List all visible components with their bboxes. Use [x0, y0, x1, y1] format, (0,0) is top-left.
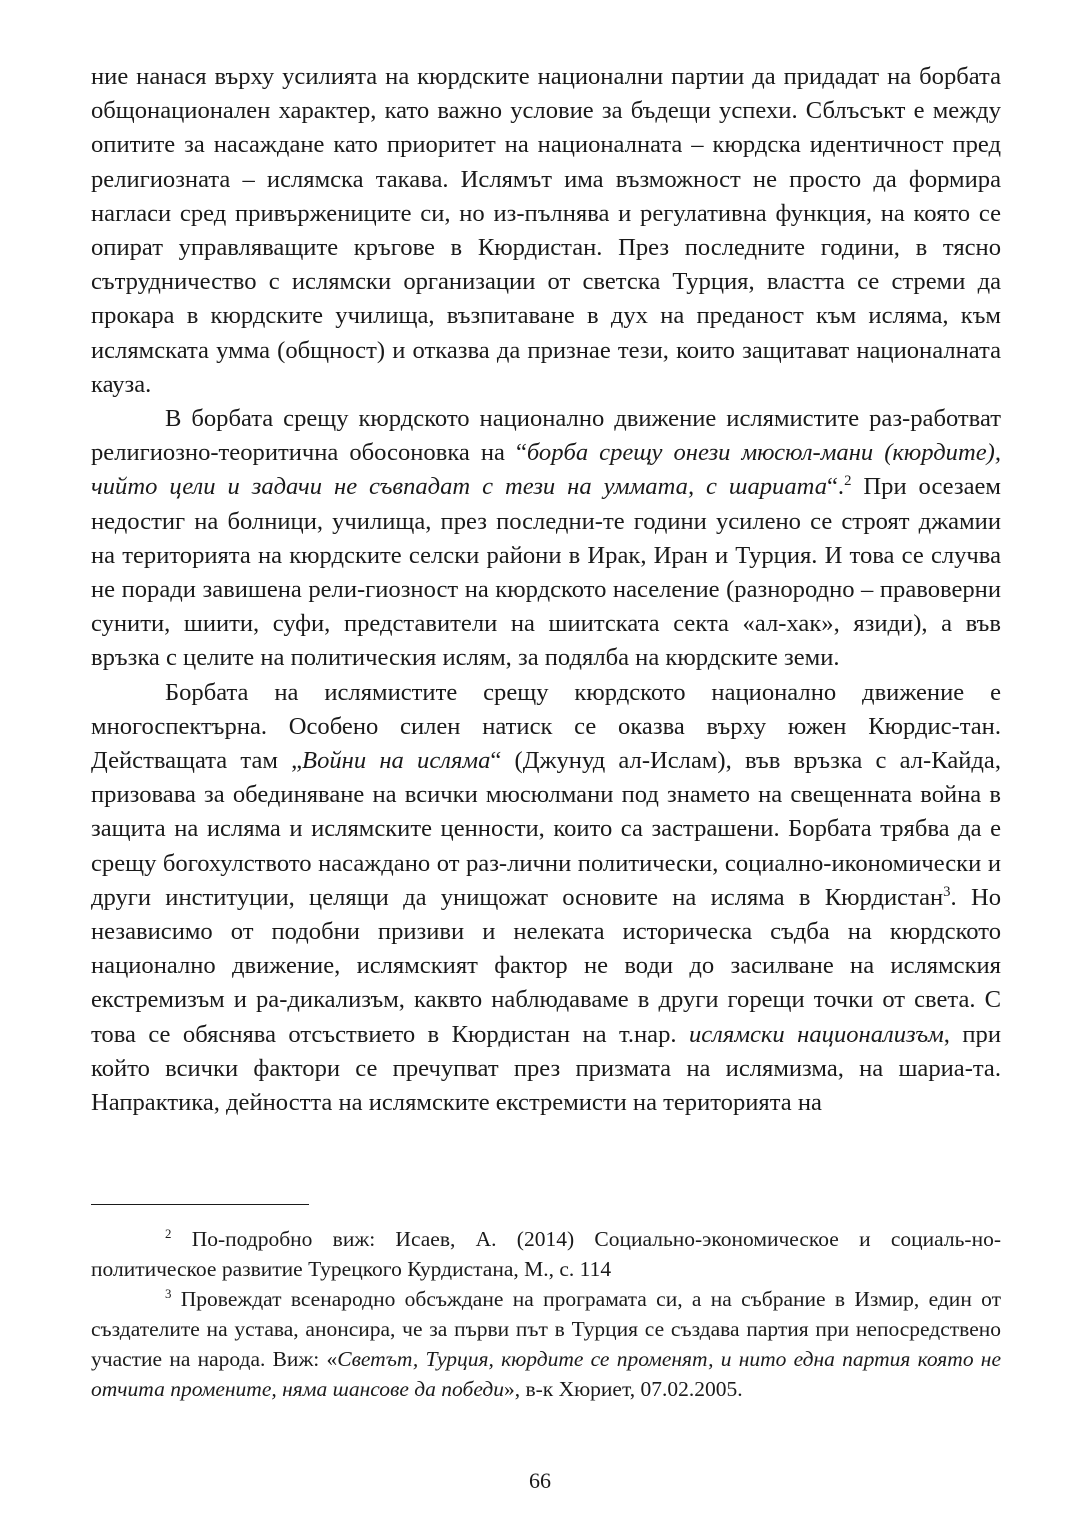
footnote-marker: 2: [844, 473, 852, 490]
text-span: “.: [827, 473, 845, 501]
page-number: 66: [529, 1468, 551, 1493]
italic-span: Войни на исляма: [302, 747, 491, 775]
text-span: “ (Джунуд ал-Ислам), във връзка с ал-Кайда, призовава за обединяване на всички мюсюлмани под знамето на свещенната война в защита на исляма и ислямските ценности, които са застрашени. Борбата трябва да е срещу богохулството насаждано от раз-лични политически, социално-икономически и други институции, целящи да унищожат основите на исляма в Кюрдистан: [91, 747, 1001, 911]
footnote-marker: 3: [165, 1286, 172, 1301]
main-text: [91, 60, 1001, 1120]
text-span: При осезаем недостиг на болници, училища, през последни-те години усилено се строят джамии на територията на кюрдските селски райони в Ирак, Иран и Турция. И това се случва не поради завишена рели-гиозност на кюрдското население (разнородно – правоверни сунити, шиити, суфи, представители на шиитската секта «ал-хак», язиди), а във връзка с целите на политическия ислям, за подялба на кюрдските земи.: [91, 473, 1002, 672]
text-span: . Но независимо от подобни призиви и нелеката историческа съдба на кюрдското национално движение, ислямският фактор не води до засилване на ислямския екстремизъм и ра-дикализъм, каквто наблюдаваме в други горещи точки от света. С това се обяснява отсъствието в Кюрдистан на т.нар.: [91, 883, 1001, 1048]
text-span: Провеждат всенародно обсъждане на програмата си, а на събрание в Измир, един от създателите на устава, анонсира, че за първи път в Турция се създава партия при непосредствено участие на народа. Виж: «: [91, 1287, 1001, 1371]
footnote-marker: 3: [943, 883, 951, 900]
footnote-separator: [91, 1204, 309, 1205]
paragraph: [91, 60, 1001, 402]
text-span: , при който всички фактори се пречупват през призмата на ислямизма, на шариа-та. Напрактика, дейността на ислямските екстремисти на територията на: [91, 1020, 1001, 1117]
text-span: Борбата на ислямистите срещу кюрдското национално движение е многоспектърна. Особено силен натиск се оказва върху южен Кюрдис-тан. Действащата там „: [91, 678, 1001, 775]
footnotes: [91, 1224, 1001, 1404]
text-span: По-подробно виж: Исаев, А. (2014) Социально-экономическое и социаль-но-политическое развитие Турецкого Курдистана, М., с. 114: [91, 1227, 1001, 1281]
footnote: [91, 1284, 1001, 1404]
text-span: », в-к Хюриет, 07.02.2005.: [503, 1377, 743, 1401]
footnote: [91, 1224, 1001, 1284]
text-span: ние нанася върху усилията на кюрдските национални партии да придадат на борбата общонационален характер, като важно условие за бъдещи успехи. Сблъсъкт е между опитите за насаждане като приоритет на националната – кюрдска идентичност пред религиозната – ислямска такава. Ислямът има възможност не просто да формира нагласи сред привържениците си, но из-пълнява и регулативна функция, на която се опират управляващите кръгове в Кюрдистан. През последните години, в тясно сътрудничество с ислямски организации от светска Турция, властта се стреми да прокара в кюрдските училища, възпитаване в дух на преданост към исляма, към ислямската умма (общност) и отказва да признае тези, които защитават националната кауза.: [91, 63, 1001, 398]
text-span: В борбата срещу кюрдското национално движение ислямистите раз-работват религиозно-теоритична обосоновка на “: [91, 405, 1001, 467]
italic-span: Светът, Турция, кюрдите се променят, и нито една партия която не отчита промените, няма шансове да победи: [91, 1347, 1001, 1401]
paragraph: [91, 676, 1001, 1121]
italic-span: ислямски национализъм: [688, 1020, 944, 1048]
paragraph: [91, 402, 1001, 676]
italic-span: борба срещу онези мюсюл-мани (кюрдите), чийто цели и задачи не съвпадат с тези на уммата, с шариата: [91, 439, 1001, 501]
footnote-marker: 2: [165, 1226, 172, 1241]
